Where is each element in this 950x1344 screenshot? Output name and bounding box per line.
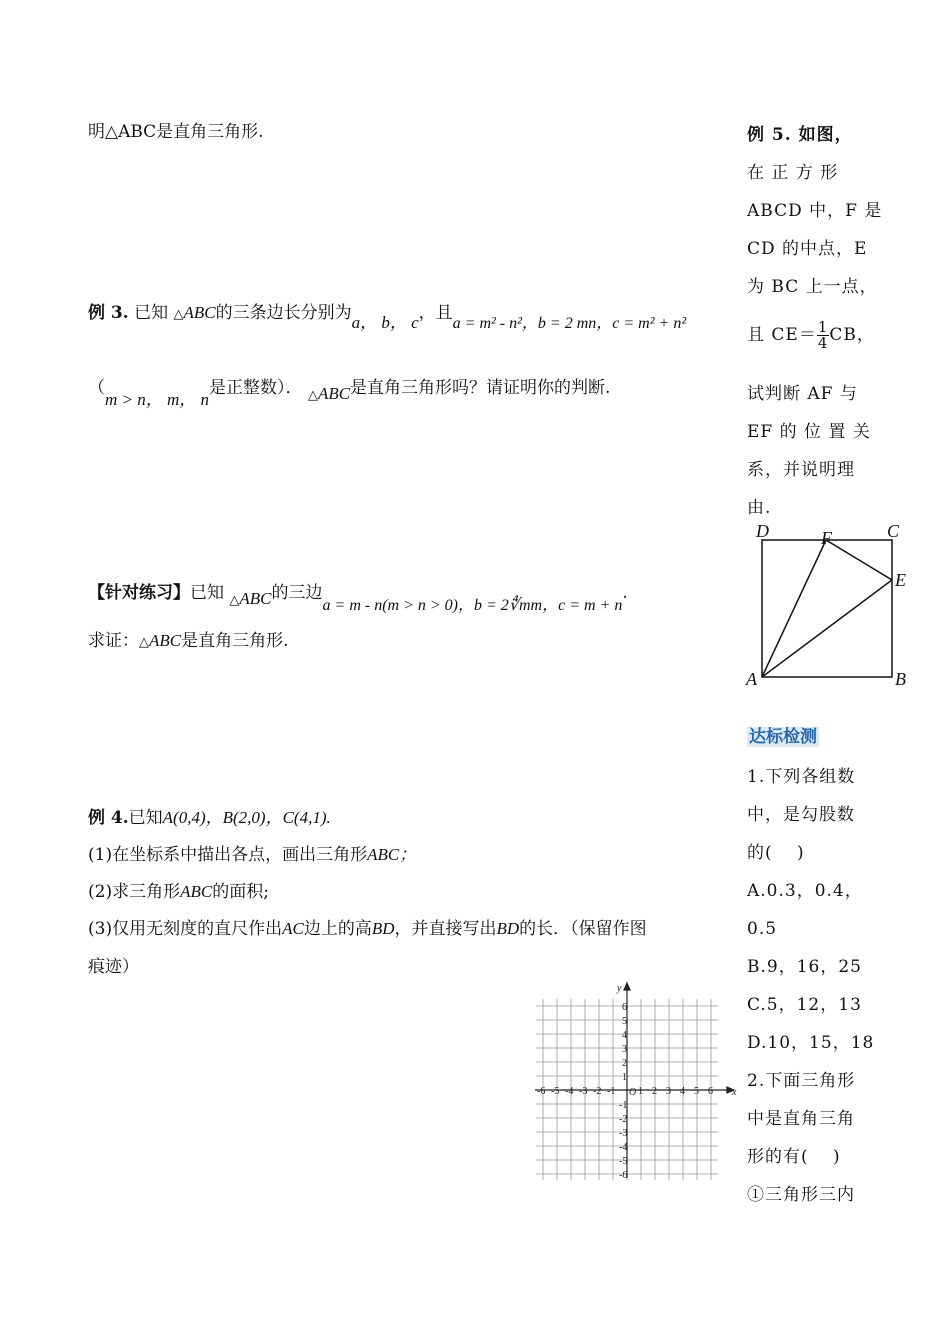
y-tick-label: 6 (622, 1002, 627, 1013)
example-4-q3: (3)仅用无刻度的直尺作出AC边上的高BD，并直接写出BD的长．（保留作图 (88, 919, 647, 939)
example-5-line: 例 5. 如图， (747, 125, 853, 145)
question-line: 中，是勾股数 (747, 805, 855, 825)
option-c: C.5，12，13 (747, 995, 862, 1015)
square-abcd (762, 540, 892, 677)
y-tick-label: 5 (622, 1016, 627, 1027)
example-3-line1: 例 3. 已知 △ABC的三条边长分别为a， b， c，且a = m² - n²，b = 2 mn，c = m² + n² (88, 303, 687, 332)
segment-fe (826, 540, 892, 580)
option-a: A.0.3，0.4， (747, 881, 863, 901)
continued-text: 明△ABC是直角三角形. (88, 122, 264, 142)
practice-line2: 求证：△ABC是直角三角形. (88, 631, 289, 651)
square-figure (740, 522, 920, 692)
coordinate-grid (530, 980, 745, 1180)
example-5-line: ABCD 中，F 是 (747, 201, 883, 221)
label-f: F (821, 528, 832, 548)
example-5-line: 为 BC 上一点， (747, 277, 878, 297)
label-e: E (895, 570, 906, 590)
origin-label: O (629, 1087, 637, 1098)
example-4-q3-cont: 痕迹） (88, 957, 139, 977)
x-tick-label: -1 (607, 1086, 616, 1097)
example-3-label: 例 3. (88, 303, 129, 323)
label-c: C (887, 522, 900, 541)
y-axis-label: y (617, 983, 622, 994)
x-tick-label: -5 (551, 1086, 560, 1097)
label-a: A (746, 669, 757, 689)
ce-fraction-line: 且 CE＝ $\frac{1}{4}$ CB， (747, 318, 875, 352)
example-5-line: 由. (747, 498, 772, 518)
y-tick-label: -6 (619, 1170, 628, 1180)
y-tick-label: -5 (619, 1156, 628, 1167)
x-tick-label: -4 (565, 1086, 574, 1097)
x-tick-label: 2 (652, 1086, 657, 1097)
y-tick-label: 2 (622, 1058, 627, 1069)
y-tick-label: 1 (622, 1072, 627, 1083)
option-b: B.9，16，25 (747, 957, 862, 977)
practice-label: 【针对练习】 (88, 583, 190, 603)
x-tick-label: 3 (666, 1086, 671, 1097)
y-tick-label: -2 (619, 1114, 628, 1125)
x-tick-label: -2 (593, 1086, 602, 1097)
example-5-line: 系，并说明理 (747, 460, 855, 480)
x-tick-label: 4 (680, 1086, 685, 1097)
example-4-q1: (1)在坐标系中描出各点，画出三角形ABC； (88, 845, 417, 865)
example-5-line: EF 的 位 置 关 (747, 422, 871, 442)
example-5-line: CD 的中点，E (747, 239, 868, 259)
option-d: D.10，15，18 (747, 1033, 875, 1053)
question-line: 1.下列各组数 (747, 767, 856, 787)
x-axis-label: x (732, 1087, 737, 1098)
question-line: 的( ) (747, 843, 805, 863)
example-5-line: 在 正 方 形 (747, 163, 839, 183)
x-tick-label: -3 (579, 1086, 588, 1097)
question-line: ①三角形三内 (747, 1185, 855, 1205)
x-tick-label: 1 (638, 1086, 643, 1097)
example-5-text (747, 116, 882, 306)
y-tick-label: 4 (622, 1030, 627, 1041)
example-4-q2: (2)求三角形ABC的面积; (88, 882, 269, 902)
example-4-label: 例 4. (88, 808, 129, 828)
question-line: 形的有( ) (747, 1147, 841, 1167)
label-d: D (756, 522, 769, 541)
x-tick-label: 5 (694, 1086, 699, 1097)
x-tick-label: -6 (537, 1086, 546, 1097)
question-line: 中是直角三角 (747, 1109, 855, 1129)
option-a-cont: 0.5 (747, 919, 778, 939)
question-line: 2.下面三角形 (747, 1071, 856, 1091)
example-4-line1: 例 4.已知A(0,4)，B(2,0)，C(4,1). (88, 808, 331, 828)
y-tick-label: 3 (622, 1044, 627, 1055)
example-3-line2: （m > n， m， n是正整数）． $_\triangle$ABC是直角三角形吗？请证明你的判断. (88, 378, 611, 409)
section-heading: 达标检测 (749, 727, 817, 747)
one-quarter-fraction: $\frac{1}{4}$ (817, 318, 829, 352)
segment-af (762, 540, 826, 677)
example-5-text-b (747, 375, 871, 527)
segment-ae (762, 580, 892, 677)
y-tick-label: -3 (619, 1128, 628, 1139)
example-5-line: 试判断 AF 与 (747, 384, 858, 404)
y-axis-arrow (624, 983, 630, 990)
y-tick-label: -4 (619, 1142, 628, 1153)
x-tick-label: 6 (708, 1086, 713, 1097)
question-1 (747, 758, 874, 1214)
label-b: B (895, 669, 906, 689)
y-tick-label: -1 (619, 1100, 628, 1111)
practice-line1: 【针对练习】已知 $_\triangle$ABC的三边a = m - n(m > n > 0)，b = 2∜mm，c = m + n. (88, 583, 628, 614)
